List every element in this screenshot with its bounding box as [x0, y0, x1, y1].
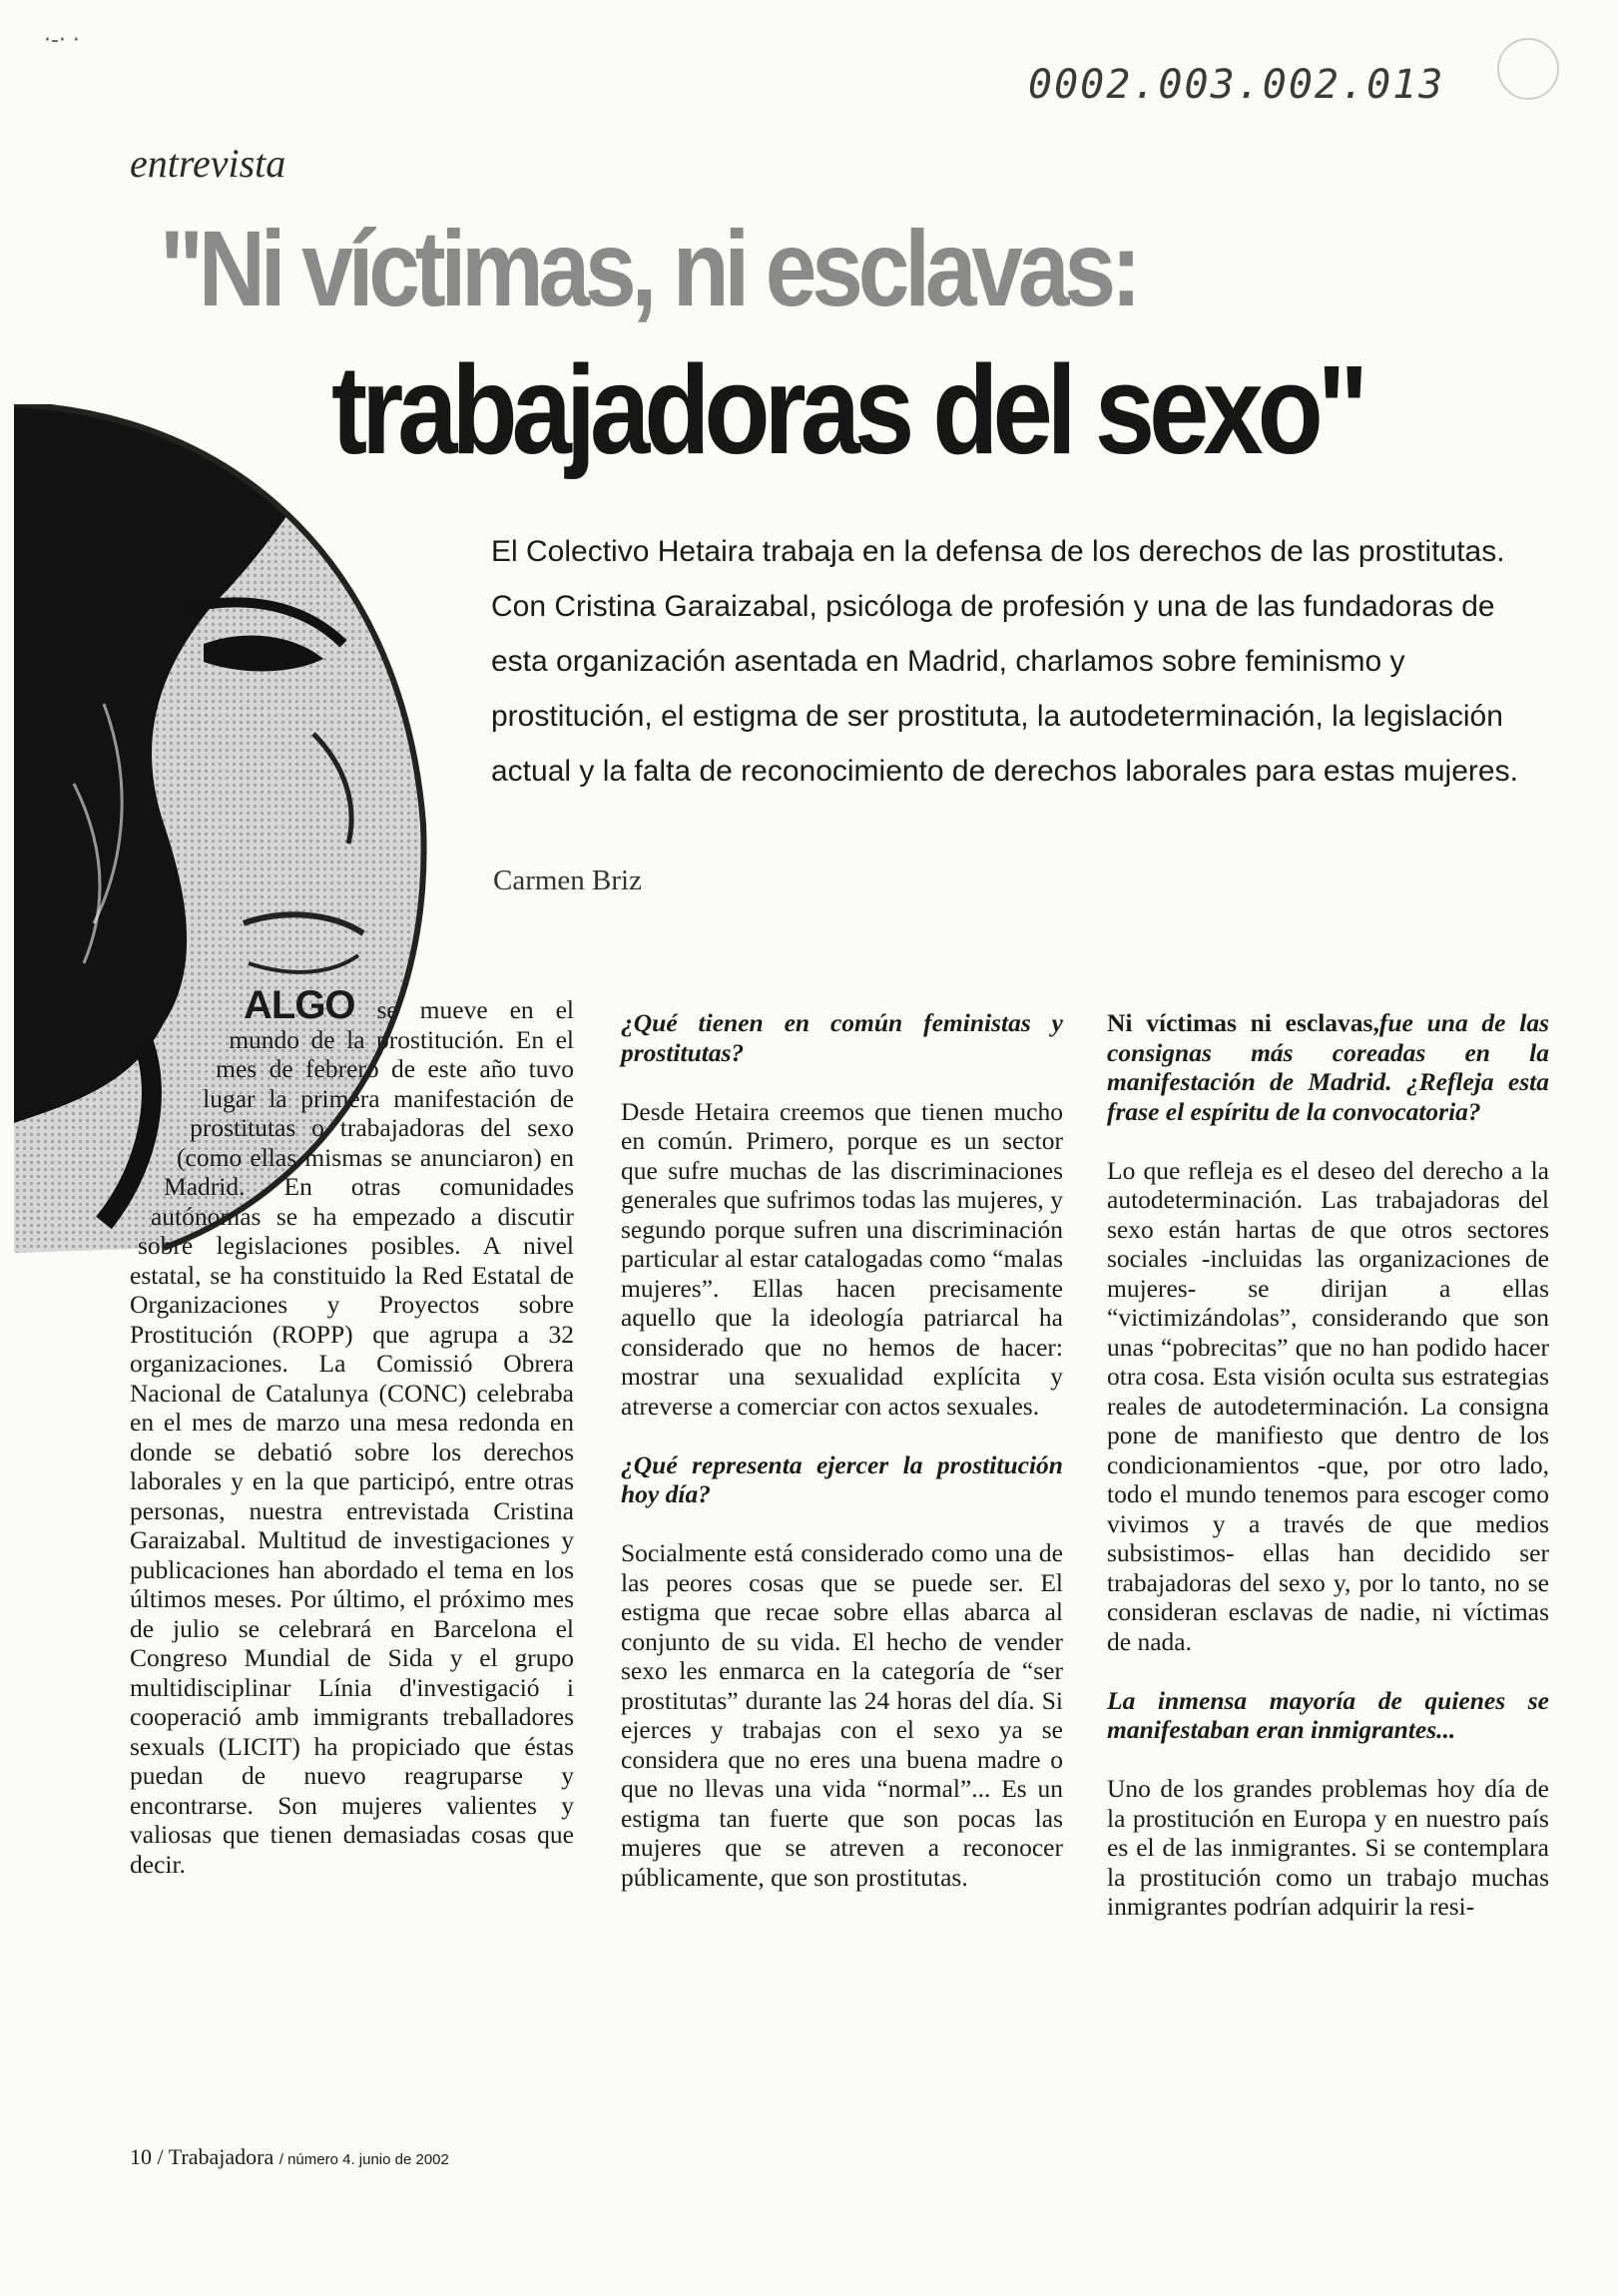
lead-word: ALGO — [244, 983, 355, 1027]
article-column-3 — [1107, 1008, 1549, 1951]
lead-paragraph: El Colectivo Hetaira trabaja en la defensa de los derechos de las prostitutas. Con Cristina Garaizabal, psicóloga de profesión y una de las fundadoras de esta organización asentada en Madrid, charlamos sobre feminismo y prostitución, el estigma de ser prostituta, la autodeterminación, la legislación actual y la falta de reconocimiento de derechos laborales para estas mujeres. — [491, 535, 1518, 788]
intro-text: se mueve en el mundo de la prostitución. En el mes de febrero de este año tuvo lugar la primera manifestación de prostitutas o trabajadoras del sexo (como ellas mismas se anunciaron) en Madrid. En otras comunidades autónomas se ha empezado a discutir sobre legislaciones posibles. A nivel estatal, se ha constituido la Red Estatal de Organizaciones y Proyectos sobre Prostitución (ROPP) que agrupa a 32 organizaciones. La Comissió Obrera Nacional de Catalunya (CONC) celebraba en el mes de marzo una mesa redonda en donde se debatió sobre los derechos laborales y en la que participó, entre otras personas, nuestra entrevistada Cristina Garaizabal. Multitud de investigaciones y publicaciones han abordado el tema en los últimos meses. Por último, el próximo mes de julio se celebrará en Barcelona el Congreso Mundial de Sida y el grupo multidisciplinar Línia d'investigació i cooperació amb immigrants treballadores sexuals (LICIT) ha propiciado que éstas puedan de nuevo reagruparse y encontrarse. Son mujeres valientes y valiosas que tienen demasiadas cosas que decir. — [130, 995, 575, 1879]
article-column-2 — [621, 1008, 1063, 1922]
section-label: entrevista — [130, 141, 286, 186]
question-2: ¿Qué representa ejercer la prostitución hoy día? — [621, 1449, 1063, 1508]
page-footer — [130, 2144, 449, 2170]
question-3 — [1107, 1008, 1549, 1126]
question-4: La inmensa mayoría de quienes se manifestaban eran inmigrantes... — [1107, 1685, 1549, 1744]
headline-line-1: "Ni víctimas, ni esclavas: — [160, 208, 1137, 328]
answer-3: Lo que refleja es el deseo del derecho a la autodeterminación. Las trabajadoras del sexo están hartas de que otros sectores sociales -incluidas las organizaciones de mujeres- se dirijan a ellas “victimizándolas”, considerando que son unas “pobrecitas” que no han podido hacer otra cosa. Esta visión oculta sus estrategias reales de autodeterminación. La consigna pone de manifiesto que dentro de los condicionamientos -que, por otro lado, todo el mundo tenemos para escoger como vivimos y a través de que medios subsistimos- ellas han decidido ser trabajadoras del sexo y, por lo tanto, no se consideran esclavas de nadie, ni víctimas de nada. — [1107, 1155, 1549, 1656]
question-3-text: fue una de las consignas más coreadas en la manifestación de Madrid. ¿Refleja esta frase el espíritu de la convocatoria? — [1107, 1008, 1550, 1126]
author-byline: Carmen Briz — [493, 864, 642, 896]
archive-stamp-circle — [1497, 38, 1559, 100]
article-column-1 — [130, 983, 575, 1909]
corner-ink-mark: ·-· · — [44, 28, 80, 53]
archive-stamp-code: 0002.003.002.013 — [1028, 62, 1445, 108]
page-number: 10 / — [130, 2144, 164, 2169]
question-3-slogan: Ni víctimas ni esclavas, — [1107, 1008, 1379, 1037]
answer-4: Uno de los grandes problemas hoy día de la prostitución en Europa y en nuestro país es el de las inmigrantes. Si se contemplara la prostitución como un trabajo muchas inmigrantes podrían adquirir la resi- — [1107, 1774, 1549, 1921]
question-1: ¿Qué tienen en común feministas y prostitutas? — [621, 1008, 1063, 1067]
headline-line-2: trabajadoras del sexo" — [331, 339, 1363, 480]
answer-2: Socialmente está considerado como una de las peores cosas que se puede ser. El estigma que recae sobre ellas abarca al conjunto de su vida. El hecho de vender sexo les enmarca en la categoría de “ser prostitutas” durante las 24 horas del día. Si ejerces y trabajas con el sexo ya se considera que no eres una buena madre o que no llevas una vida “normal”... Es un estigma tan fuerte que son pocas las mujeres que se atreven a reconocer públicamente, que son prostitutas. — [621, 1538, 1063, 1892]
issue-info: / número 4. junio de 2002 — [278, 2151, 449, 2168]
answer-1: Desde Hetaira creemos que tienen mucho en común. Primero, porque es un sector que sufre muchas de las discriminaciones generales que sufrimos todas las mujeres, y segundo porque sufren una discriminación particular al estar catalogadas como “malas mujeres”. Ellas hacen precisamente aquello que la ideología patriarcal ha considerado que no hemos de hacer: mostrar una sexualidad explícita y atreverse a comerciar con actos sexuales. — [621, 1096, 1063, 1421]
intro-paragraph — [130, 983, 575, 1879]
magazine-name: Trabajadora — [168, 2144, 274, 2169]
